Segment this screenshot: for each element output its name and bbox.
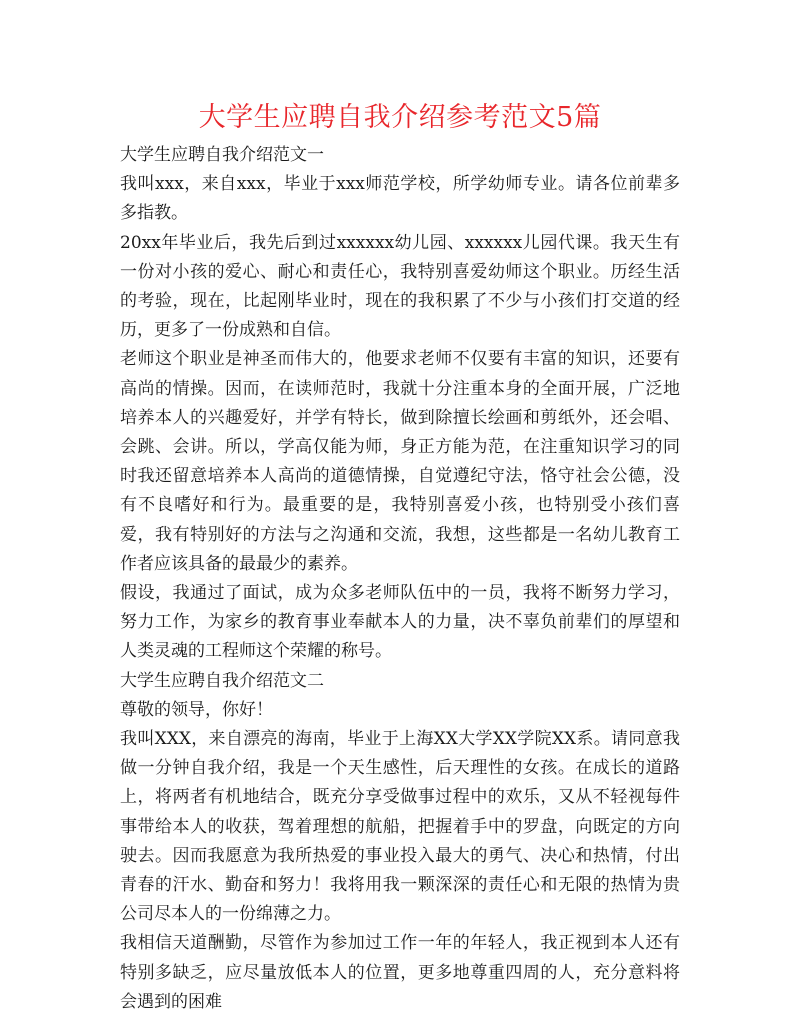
document-title: 大学生应聘自我介绍参考范文5篇: [198, 102, 602, 133]
paragraph: 我叫XXX，来自漂亮的海南，毕业于上海XX大学XX学院XX系。请同意我做一分钟自我介绍，我是一个天生感性，后天理性的女孩。在成长的道路上，将两者有机地结合，既充分享受做事过程中的欢乐，又从不轻视每件事带给本人的收获，驾着理想的航船，把握着手中的罗盘，向既定的方向驶去。因而我愿意为我所热爱的事业投入最大的勇气、决心和热情，付出青春的汗水、勤奋和努力！我将用我一颗深深的责任心和无限的热情为贵公司尽本人的一份绵薄之力。: [120, 729, 680, 925]
paragraph: 我叫xxx，来自xxx，毕业于xxx师范学校，所学幼师专业。请各位前辈多多指教。: [120, 174, 680, 224]
paragraph: 老师这个职业是神圣而伟大的，他要求老师不仅要有丰富的知识，还要有高尚的情操。因而，在读师范时，我就十分注重本身的全面开展，广泛地培养本人的兴趣爱好，并学有特长，做到除擅长绘画和剪纸外，还会唱、会跳、会讲。所以，学高仅能为师，身正方能为范，在注重知识学习的同时我还留意培养本人高尚的道德情操，自觉遵纪守法，恪守社会公德，没有不良嗜好和行为。最重要的是，我特别喜爱小孩，也特别受小孩们喜爱，我有特别好的方法与之沟通和交流，我想，这些都是一名幼儿教育工作者应该具备的最最少的素养。: [120, 349, 680, 574]
paragraph: 20xx年毕业后，我先后到过xxxxxx幼儿园、xxxxxx儿园代课。我天生有一份对小孩的爱心、耐心和责任心，我特别喜爱幼师这个职业。历经生活的考验，现在，比起刚毕业时，现在的我积累了不少与小孩们打交道的经历，更多了一份成熟和自信。: [120, 232, 680, 341]
document-body: [120, 141, 680, 1017]
paragraph: 假设，我通过了面试，成为众多老师队伍中的一员，我将不断努力学习，努力工作，为家乡的教育事业奉献本人的力量，决不辜负前辈们的厚望和人类灵魂的工程师这个荣耀的称号。: [120, 583, 680, 662]
greeting-paragraph: 尊敬的领导，你好！: [120, 699, 273, 720]
section-heading: 大学生应聘自我介绍范文二: [120, 670, 324, 691]
paragraph: 我相信天道酬勤，尽管作为参加过工作一年的年轻人，我正视到本人还有特别多缺乏，应尽量放低本人的位置，更多地尊重四周的人，充分意料将会遇到的困难: [120, 933, 680, 1012]
section-heading: 大学生应聘自我介绍范文一: [120, 145, 324, 165]
